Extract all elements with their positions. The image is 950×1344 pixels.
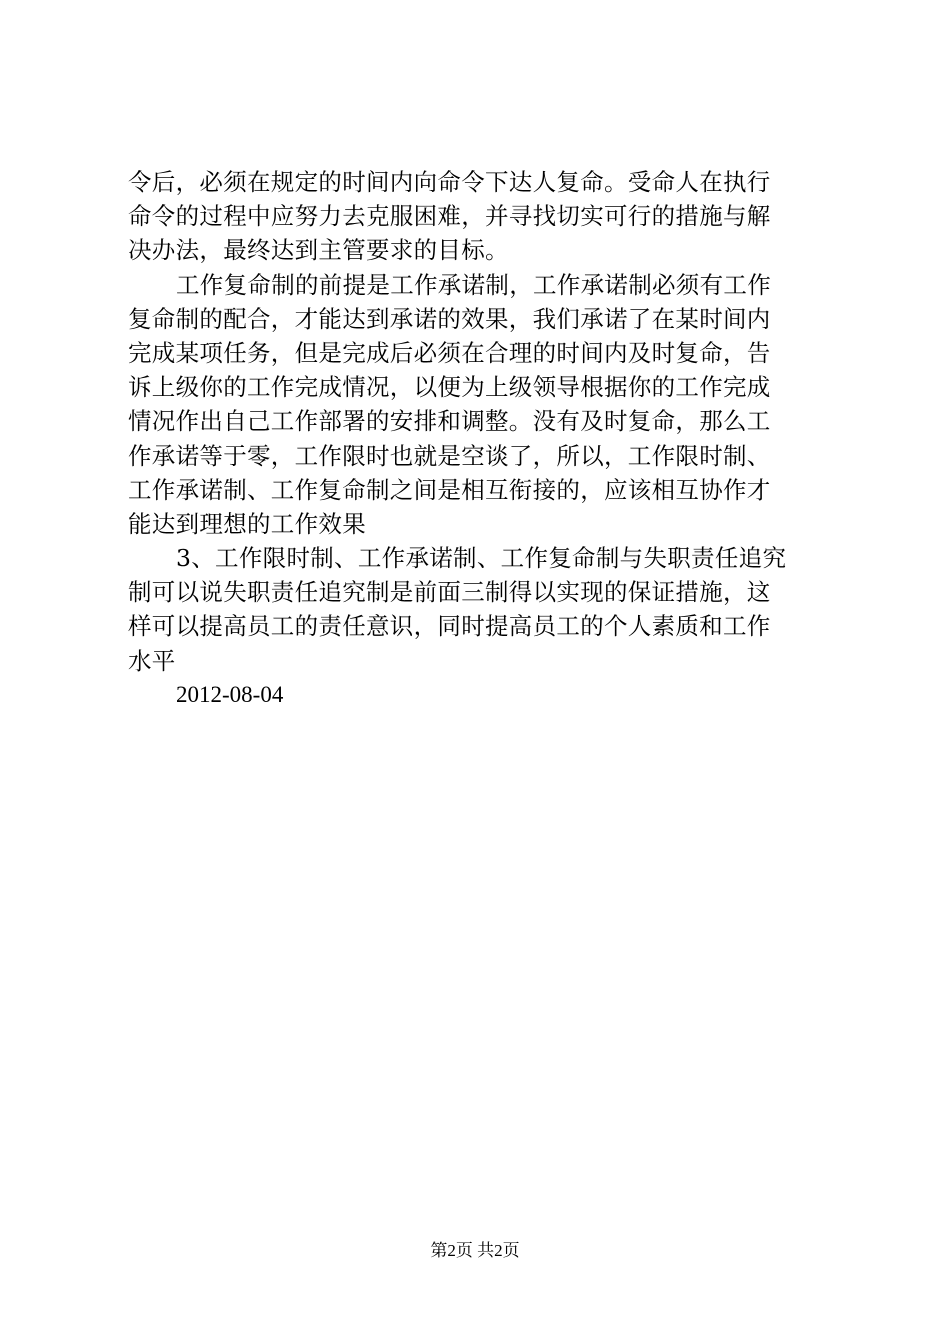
page-number-footer: 第2页 共2页 [430,1241,520,1260]
text-line: 制可以说失职责任追究制是前面三制得以实现的保证措施，这 [128,578,771,607]
text-line: 样可以提高员工的责任意识，同时提高员工的个人素质和工作 [128,612,771,641]
text-line: 能达到理想的工作效果 [128,509,366,538]
text-line: 完成某项任务，但是完成后必须在合理的时间内及时复命，告 [128,338,771,367]
text-line: 水平 [128,646,176,675]
text-line: 决办法，最终达到主管要求的目标。 [128,236,509,265]
text-line: 诉上级你的工作完成情况，以便为上级领导根据你的工作完成 [128,373,771,402]
text-line: 复命制的配合，才能达到承诺的效果，我们承诺了在某时间内 [128,304,771,333]
text-line: 命令的过程中应努力去克服困难，并寻找切实可行的措施与解 [128,202,771,231]
document-date: 2012-08-04 [176,681,284,707]
paragraph-start-line: 3、工作限时制、工作承诺制、工作复命制与失职责任追究 [176,544,787,573]
text-line: 情况作出自己工作部署的安排和调整。没有及时复命，那么工 [128,407,771,436]
document-body [128,165,828,712]
text-line: 工作承诺制、工作复命制之间是相互衔接的，应该相互协作才 [128,475,771,504]
text-line: 作承诺等于零，工作限时也就是空谈了，所以，工作限时制、 [128,441,771,470]
text-line: 令后，必须在规定的时间内向命令下达人复命。受命人在执行 [128,168,771,196]
paragraph-start-line: 工作复命制的前提是工作承诺制，工作承诺制必须有工作 [176,270,771,299]
